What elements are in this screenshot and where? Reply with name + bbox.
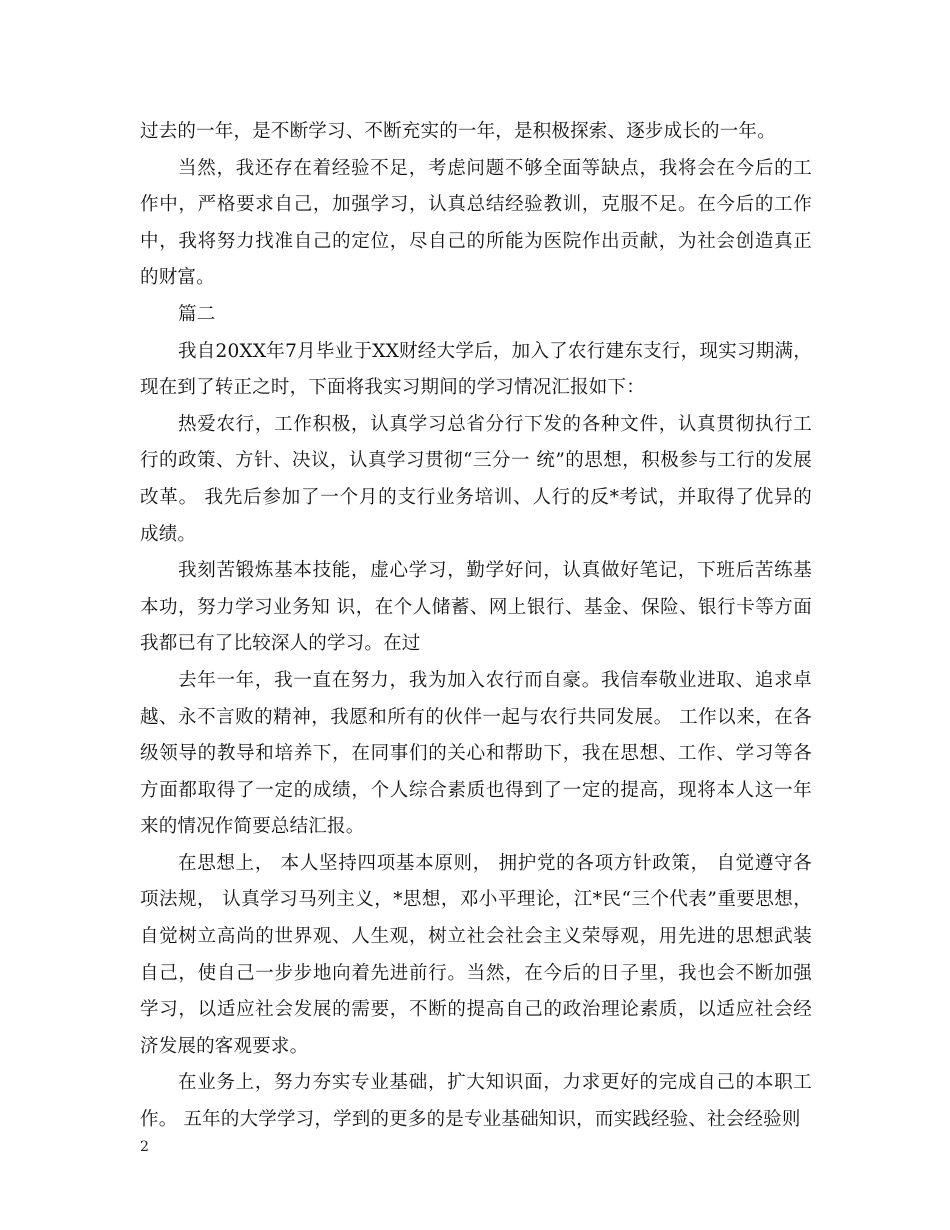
paragraph-2: 当然，我还存在着经验不足，考虑问题不够全面等缺点，我将会在今后的工作中，严格要求自己，加强学习，认真总结经验教训，克服不足。在今后的工作中，我将努力找准自己的定位，尽自己的所能为医院作出贡献，为社会创造真正的财富。	[140, 157, 812, 289]
section-heading: 篇二	[178, 303, 216, 325]
paragraph-6: 去年一年，我一直在努力，我为加入农行而自豪。我信奉敬业进取、追求卓越、永不言败的精神，我愿和所有的伙伴一起与农行共同发展。 工作以来，在各级领导的教导和培养下，在同事们的关心和帮助下，我在思想、工作、学习等各方面都取得了一定的成绩，个人综合素质也得到了一定的提高，现将本人这一年来的情况作简要总结汇报。	[140, 669, 812, 838]
paragraph-5: 我刻苦锻炼基本技能，虚心学习，勤学好问，认真做好笔记，下班后苦练基本功，努力学习业务知 识，在个人储蓄、网上银行、基金、保险、银行卡等方面我都已有了比较深人的学习。在过	[140, 560, 812, 655]
paragraph-3: 我自20XX年7月毕业于XX财经大学后，加入了农行建东支行，现实习期满，现在到了转正之时，下面将我实习期间的学习情况汇报如下：	[140, 340, 812, 399]
document-body	[140, 114, 812, 1139]
paragraph-1: 过去的一年，是不断学习、不断充实的一年，是积极探索、逐步成长的一年。	[140, 121, 776, 142]
paragraph-7: 在思想上， 本人坚持四项基本原则， 拥护党的各项方针政策， 自觉遵守各项法规， 认真学习马列主义，*思想，邓小平理论，江*民“三个代表”重要思想， 自觉树立高尚的世界观、人生观，树立社会社会主义荣辱观，用先进的思想武装自己，使自己一步步地向着先进前行。当然，在今后的日子里，我也会不断加强学习，以适应社会发展的需要，不断的提高自己的政治理论素质，以适应社会经济发展的客观要求。	[140, 852, 812, 1057]
paragraph-4: 热爱农行，工作积极，认真学习总省分行下发的各种文件，认真贯彻执行工行的政策、方针、决议，认真学习贯彻“三分一 统”的思想，积极参与工行的发展改革。 我先后参加了一个月的支行业务培训、人行的反*考试，并取得了优异的 成绩。	[140, 413, 812, 545]
page-number: 2	[140, 1139, 149, 1155]
paragraph-8: 在业务上，努力夯实专业基础，扩大知识面，力求更好的完成自己的本职工作。 五年的大学学习，学到的更多的是专业基础知识，而实践经验、社会经验则	[140, 1072, 812, 1131]
